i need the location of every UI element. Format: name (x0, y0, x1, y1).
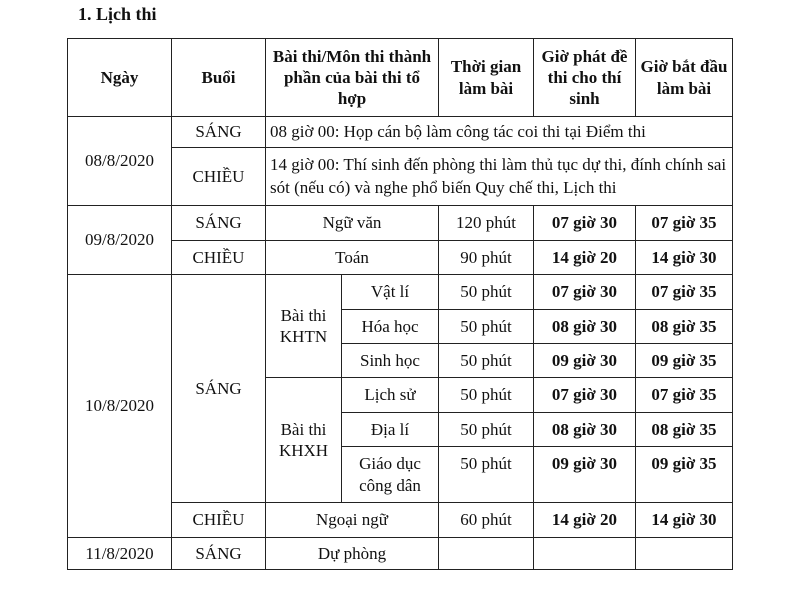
session-cell: CHIỀU (172, 241, 266, 275)
exam-schedule-table (67, 38, 733, 570)
date-cell: 08/8/2020 (68, 117, 172, 206)
table-row (68, 206, 733, 241)
subject-cell: Ngữ văn (266, 206, 439, 241)
session-cell: SÁNG (172, 538, 266, 570)
session-cell: CHIỀU (172, 148, 266, 206)
duration-cell: 90 phút (439, 241, 534, 275)
subject-cell: Sinh học (342, 344, 439, 378)
distribute-time-cell: 14 giờ 20 (534, 503, 636, 538)
session-cell: SÁNG (172, 275, 266, 503)
date-cell: 10/8/2020 (68, 275, 172, 538)
distribute-time-cell: 14 giờ 20 (534, 241, 636, 275)
note-cell: 14 giờ 00: Thí sinh đến phòng thi làm thủ tục dự thi, đính chính sai sót (nếu có) và nghe phổ biến Quy chế thi, Lịch thi (266, 148, 733, 206)
khxh-label: Bài thi KHXH (266, 378, 342, 503)
duration-cell: 50 phút (439, 275, 534, 310)
khtn-label: Bài thi KHTN (266, 275, 342, 378)
header-row (68, 39, 733, 117)
duration-cell: 50 phút (439, 344, 534, 378)
distribute-time-cell: 07 giờ 30 (534, 378, 636, 413)
start-time-cell: 09 giờ 35 (636, 447, 733, 503)
table-row (68, 117, 733, 148)
duration-cell: 50 phút (439, 447, 534, 503)
subject-cell: Dự phòng (266, 538, 439, 570)
distribute-time-cell: 08 giờ 30 (534, 310, 636, 344)
header-gio-phat-de: Giờ phát đề thi cho thí sinh (534, 39, 636, 117)
header-buoi: Buổi (172, 39, 266, 117)
note-cell: 08 giờ 00: Họp cán bộ làm công tác coi thi tại Điểm thi (266, 117, 733, 148)
duration-cell: 50 phút (439, 413, 534, 447)
subject-cell: Lịch sử (342, 378, 439, 413)
subject-cell: Toán (266, 241, 439, 275)
duration-cell: 60 phút (439, 503, 534, 538)
duration-cell: 50 phút (439, 378, 534, 413)
start-time-cell: 08 giờ 35 (636, 310, 733, 344)
section-title: 1. Lịch thi (78, 4, 157, 24)
header-bai-thi: Bài thi/Môn thi thành phần của bài thi tổ hợp (266, 39, 439, 117)
table-row (68, 275, 733, 310)
distribute-time-cell: 08 giờ 30 (534, 413, 636, 447)
start-time-cell: 07 giờ 35 (636, 378, 733, 413)
session-cell: CHIỀU (172, 503, 266, 538)
duration-cell (439, 538, 534, 570)
start-time-cell (636, 538, 733, 570)
date-cell: 11/8/2020 (68, 538, 172, 570)
subject-cell: Ngoại ngữ (266, 503, 439, 538)
duration-cell: 120 phút (439, 206, 534, 241)
subject-cell: Địa lí (342, 413, 439, 447)
start-time-cell: 14 giờ 30 (636, 503, 733, 538)
subject-cell: Hóa học (342, 310, 439, 344)
table-row (68, 538, 733, 570)
start-time-cell: 14 giờ 30 (636, 241, 733, 275)
distribute-time-cell (534, 538, 636, 570)
duration-cell: 50 phút (439, 310, 534, 344)
start-time-cell: 09 giờ 35 (636, 344, 733, 378)
distribute-time-cell: 07 giờ 30 (534, 206, 636, 241)
session-cell: SÁNG (172, 117, 266, 148)
start-time-cell: 08 giờ 35 (636, 413, 733, 447)
start-time-cell: 07 giờ 35 (636, 275, 733, 310)
distribute-time-cell: 09 giờ 30 (534, 344, 636, 378)
subject-cell: Vật lí (342, 275, 439, 310)
distribute-time-cell: 09 giờ 30 (534, 447, 636, 503)
header-thoi-gian: Thời gian làm bài (439, 39, 534, 117)
header-gio-bat-dau: Giờ bắt đầu làm bài (636, 39, 733, 117)
date-cell: 09/8/2020 (68, 206, 172, 275)
subject-cell: Giáo dục công dân (342, 447, 439, 503)
header-ngay: Ngày (68, 39, 172, 117)
start-time-cell: 07 giờ 35 (636, 206, 733, 241)
session-cell: SÁNG (172, 206, 266, 241)
distribute-time-cell: 07 giờ 30 (534, 275, 636, 310)
